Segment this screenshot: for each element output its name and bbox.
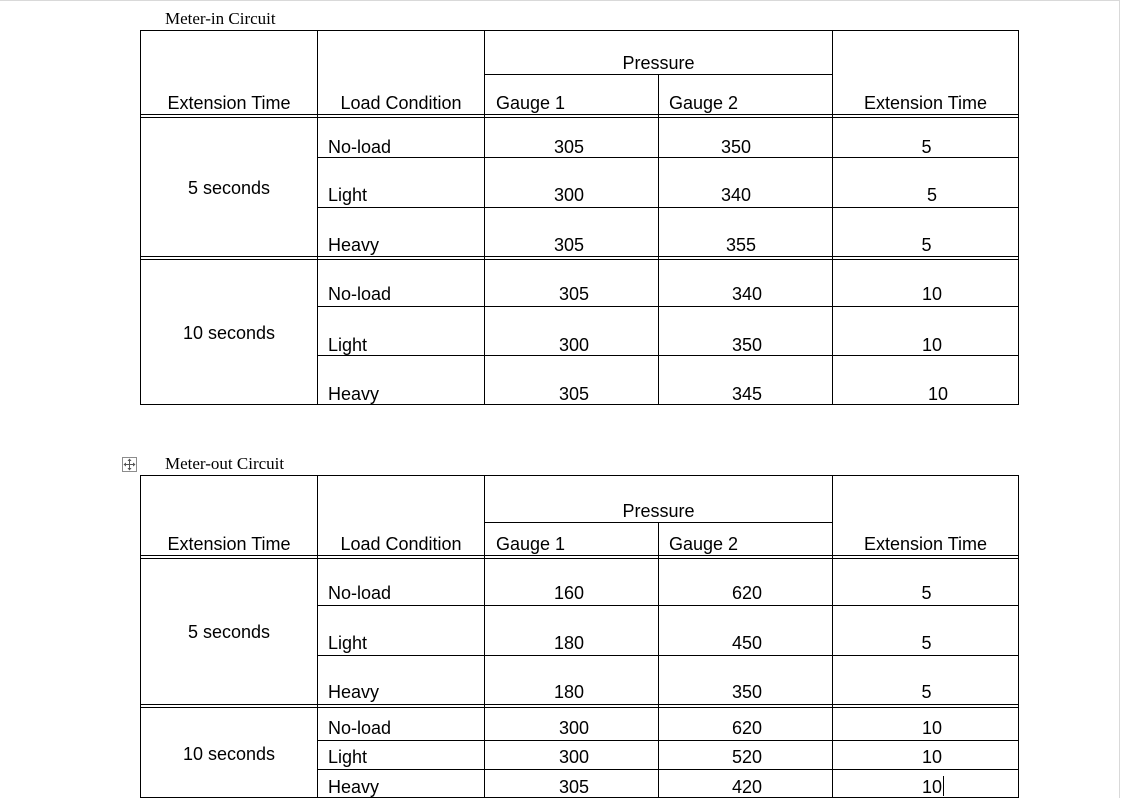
extension-time-cell: 10	[927, 384, 949, 404]
group-divider	[140, 259, 1019, 260]
extension-time-cell: 5	[921, 583, 932, 603]
extension-time-cell: 10	[921, 718, 943, 738]
pressure-header-divider	[484, 522, 833, 523]
group-label: 5 seconds	[187, 178, 271, 198]
header-extension-time-result: Extension Time	[863, 93, 988, 113]
header-gauge-2: Gauge 2	[669, 534, 739, 554]
header-divider	[140, 555, 1019, 556]
group-label: 10 seconds	[182, 323, 276, 343]
gauge-2-cell: 350	[731, 682, 763, 702]
header-gauge-1: Gauge 1	[496, 534, 566, 554]
gauge-1-cell: 160	[553, 583, 585, 603]
gauge-2-cell: 340	[731, 284, 763, 304]
group-divider	[140, 704, 1019, 705]
header-gauge-2: Gauge 2	[669, 93, 739, 113]
extension-time-cell: 5	[926, 185, 937, 205]
extension-time-cell: 5	[921, 137, 932, 157]
gauge-2-cell: 340	[720, 185, 752, 205]
table-border-top	[140, 30, 1019, 31]
gauge-2-cell: 350	[731, 335, 763, 355]
load-condition-cell: Heavy	[328, 384, 380, 404]
row-divider	[317, 605, 1019, 606]
gauge-2-cell: 450	[731, 633, 763, 653]
load-condition-cell: Heavy	[328, 777, 380, 797]
gauge-2-cell: 620	[731, 583, 763, 603]
gauge-1-cell: 305	[558, 777, 590, 797]
extension-time-cell: 10	[921, 284, 943, 304]
header-divider	[140, 117, 1019, 118]
row-divider	[317, 769, 1019, 770]
gauge-1-cell: 180	[553, 633, 585, 653]
extension-time-cell: 5	[921, 633, 932, 653]
column-divider	[317, 475, 318, 798]
extension-time-cell: 10	[921, 747, 943, 767]
header-gauge-1: Gauge 1	[496, 93, 566, 113]
row-divider	[317, 655, 1019, 656]
gauge-1-cell: 305	[553, 235, 585, 255]
extension-time-cell: 10	[921, 777, 943, 797]
gauge-1-cell: 305	[553, 137, 585, 157]
gauge-1-cell: 180	[553, 682, 585, 702]
gauge-1-cell: 300	[558, 335, 590, 355]
load-condition-cell: Light	[328, 747, 368, 767]
gauge-1-cell: 305	[558, 384, 590, 404]
table-border-left	[140, 30, 141, 405]
row-divider	[317, 157, 1019, 158]
header-divider	[140, 558, 1019, 559]
gauge-2-cell: 520	[731, 747, 763, 767]
gauge-2-cell: 350	[720, 137, 752, 157]
header-load-condition: Load Condition	[340, 534, 462, 554]
extension-time-cell: 5	[921, 682, 932, 702]
load-condition-cell: Heavy	[328, 235, 380, 255]
header-extension-time-result: Extension Time	[863, 534, 988, 554]
extension-time-cell: 10	[921, 335, 943, 355]
table-border-top	[140, 475, 1019, 476]
load-condition-cell: Light	[328, 185, 368, 205]
load-condition-cell: No-load	[328, 718, 392, 738]
header-extension-time: Extension Time	[167, 93, 291, 113]
table-move-handle[interactable]	[122, 457, 137, 472]
group-divider	[140, 707, 1019, 708]
gauge-2-cell: 620	[731, 718, 763, 738]
group-label: 10 seconds	[182, 744, 276, 764]
load-condition-cell: Light	[328, 335, 368, 355]
header-pressure: Pressure	[622, 501, 695, 521]
header-extension-time: Extension Time	[167, 534, 291, 554]
load-condition-cell: Light	[328, 633, 368, 653]
header-pressure: Pressure	[622, 53, 695, 73]
row-divider	[317, 207, 1019, 208]
gauge-1-cell: 300	[553, 185, 585, 205]
load-condition-cell: Heavy	[328, 682, 380, 702]
extension-time-cell: 5	[921, 235, 932, 255]
column-divider	[317, 30, 318, 405]
row-divider	[317, 355, 1019, 356]
gauge-2-cell: 345	[731, 384, 763, 404]
meter-in-caption: Meter-in Circuit	[165, 9, 276, 28]
table-border-bottom	[140, 404, 1019, 405]
meter-out-caption: Meter-out Circuit	[165, 454, 285, 473]
row-divider	[317, 740, 1019, 741]
load-condition-cell: No-load	[328, 583, 392, 603]
header-divider	[140, 114, 1019, 115]
row-divider	[317, 306, 1019, 307]
gauge-1-cell: 305	[558, 284, 590, 304]
gauge-2-cell: 355	[725, 235, 757, 255]
gauge-2-cell: 420	[731, 777, 763, 797]
four-arrow-move-icon	[123, 458, 136, 471]
gauge-1-cell: 300	[558, 747, 590, 767]
header-load-condition: Load Condition	[340, 93, 462, 113]
gauge-1-cell: 300	[558, 718, 590, 738]
group-label: 5 seconds	[187, 622, 271, 642]
load-condition-cell: No-load	[328, 284, 392, 304]
pressure-header-divider	[484, 74, 833, 75]
load-condition-cell: No-load	[328, 137, 392, 157]
group-divider	[140, 256, 1019, 257]
text-cursor	[943, 776, 944, 796]
